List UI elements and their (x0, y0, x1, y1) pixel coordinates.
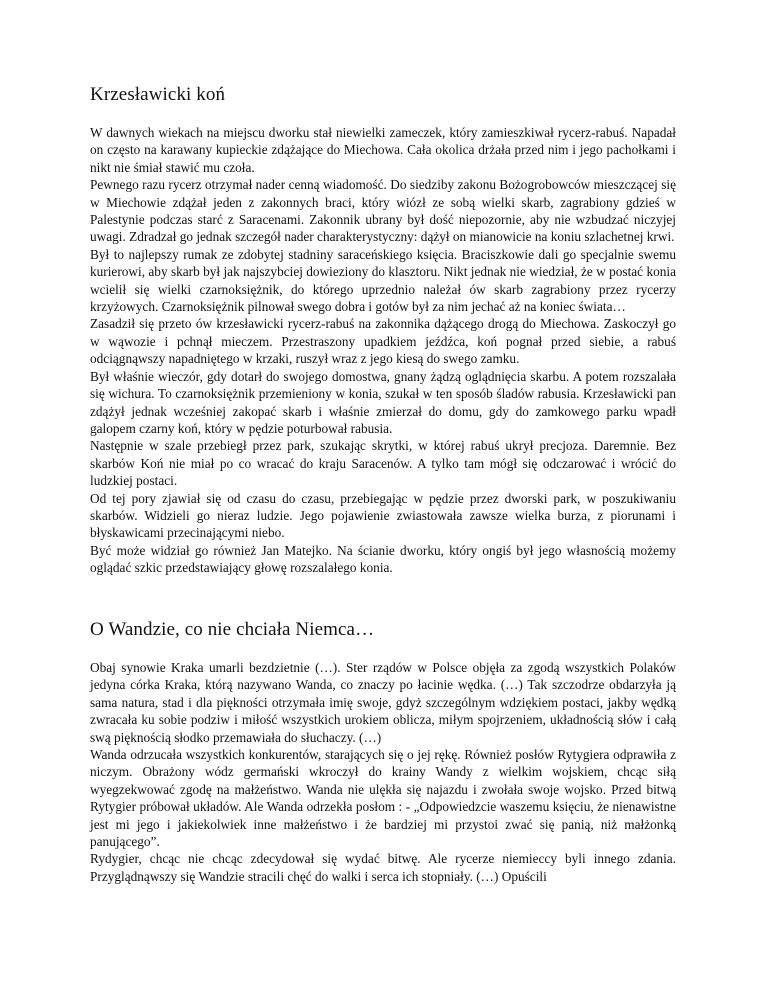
paragraph: Pewnego razu rycerz otrzymał nader cenną wiadomość. Do siedziby zakonu Bożogrobowców mieszczącej się w Miechowie zdążał jeden z zakonnych braci, który wiózł ze sobą wielki skarb, zagrabiony gdzieś w Palestynie podczas starć z Saracenami. Zakonnik ubrany był dość niepozornie, aby nie wzbudzać niczyjej uwagi. Zdradzał go jednak szczegół nader charakterystyczny: dążył on mianowicie na koniu szlachetnej krwi. (90, 177, 676, 245)
paragraph: Od tej pory zjawiał się od czasu do czasu, przebiegając w pędzie przez dworski park, w poszukiwaniu skarbów. Widzieli go nieraz ludzie. Jego pojawienie zwiastowała zawsze wielka burza, z piorunami i błyskawicami przecinającymi niebo. (90, 490, 676, 541)
paragraph: Był to najlepszy rumak ze zdobytej stadniny saraceńskiego księcia. Braciszkowie dali go specjalnie swemu kurierowi, aby skarb był jak najszybciej dowieziony do klasztoru. Nikt jednak nie wiedział, że w postać konia wcielił się wielki czarnoksiężnik, do którego uprzednio należał ów skarb zagrabiony przez rycerzy krzyżowych. Czarnoksiężnik pilnował swego dobra i gotów był za nim jechać aż na koniec świata… (90, 246, 676, 315)
section-body (90, 659, 676, 885)
paragraph: Być może widział go również Jan Matejko. Na ścianie dworku, który ongiś był jego własnością możemy oglądać szkic przedstawiający głowę rozszalałego konia. (90, 542, 676, 576)
paragraph: Rydygier, chcąc nie chcąc zdecydował się wydać bitwę. Ale rycerze niemieccy byli innego zdania. Przyglądnąwszy się Wandzie stracili chęć do walki i serca ich stopniały. (…) Opuścili (90, 851, 676, 884)
section-title: O Wandzie, co nie chciała Niemca… (90, 619, 375, 640)
section-title: Krzesławicki koń (90, 84, 226, 105)
paragraph: Następnie w szale przebiegł przez park, szukając skrytki, w której rabuś ukrył precjoza. Daremnie. Bez skarbów Koń nie miał po co wracać do kraju Saracenów. A tylko tam mógł się odczarować i wrócić do ludzkiej postaci. (90, 438, 676, 489)
paragraph: Był właśnie wieczór, gdy dotarł do swojego domostwa, gnany żądzą oglądnięcia skarbu. A potem rozszalała się wichura. To czarnoksiężnik przemieniony w konia, szukał w ten sposób śladów rabusia. Krzesławicki pan zdążył jednak wcześniej zakopać skarb i właśnie zmierzał do domu, gdy do zamkowego parku wpadł galopem czarny koń, który w pędzie poturbował rabusia. (90, 368, 676, 436)
paragraph: Obaj synowie Kraka umarli bezdzietnie (…). Ster rządów w Polsce objęła za zgodą wszystkich Polaków jedyna córka Kraka, którą nazywano Wanda, co znaczy po łacinie wędka. (…) Tak szczodrze obdarzyła ją sama natura, stad i dla piękności otrzymała imię swoje, gdyż szczególnym wdziękiem postaci, jakby wędką zwracała ku sobie podziw i miłość wszystkich urokiem oblicza, miłym spojrzeniem, układnością słów i całą swą pięknością słodko przemawiała do słuchaczy. (…) (90, 660, 676, 745)
section-body (90, 124, 676, 577)
paragraph: W dawnych wiekach na miejscu dworku stał niewielki zameczek, który zamieszkiwał rycerz-rabuś. Napadał on często na karawany kupieckie zdążające do Miechowa. Cała okolica drżała przed nim i jego pachołkami i nikt nie śmiał stawić mu czoła. (90, 125, 676, 175)
paragraph: Wanda odrzucała wszystkich konkurentów, starających się o jej rękę. Również posłów Rytygiera odprawiła z niczym. Obrażony wódz germański wkroczył do krainy Wandy z wielkim wojskiem, chcąc siłą wyegzekwować zgodę na małżeństwo. Wanda nie ulękła się najazdu i zwołała swoje wojsko. Przed bitwą Rytygier próbował układów. Ale Wanda odrzekła posłom : - „Odpowiedzcie waszemu księciu, że nienawistne jest mi jego i jakiekolwiek inne małżeństwo i że bardziej mi przystoi zwać się panią, niż małżonką panującego”. (90, 747, 676, 850)
section-krzeslawicki-kon (90, 82, 676, 577)
section-o-wandzie (90, 617, 676, 885)
paragraph: Zasadził się przeto ów krzesławicki rycerz-rabuś na zakonnika dążącego drogą do Miechowa. Zaskoczył go w wąwozie i pchnął mieczem. Przestraszony upadkiem jeźdźca, koń pognał przed siebie, a rabuś odciągnąwszy napadniętego w krzaki, ruszył wraz z jego kiesą do swego zamku. (90, 316, 676, 367)
